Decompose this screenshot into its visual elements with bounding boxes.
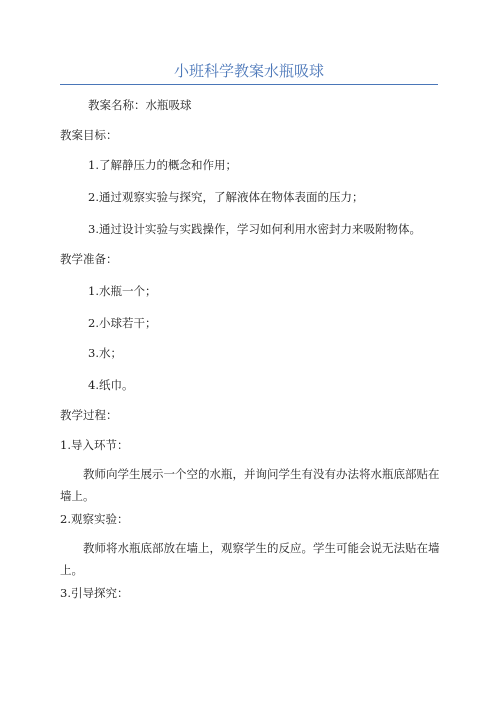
prep-heading: 教学准备： (60, 252, 118, 266)
step-heading: 1.导入环节： (60, 438, 129, 452)
goals-heading: 教案目标： (60, 128, 118, 142)
goal-item: 1.了解静压力的概念和作用； (88, 158, 237, 172)
step-text: 教师将水瓶底部放在墙上，观察学生的反应。学生可能会说无法贴在墙上。 (60, 541, 440, 577)
step-heading: 3.引导探究： (60, 586, 129, 600)
prep-item: 1.水瓶一个； (88, 284, 157, 298)
prep-item: 3.水； (88, 346, 122, 360)
goal-item: 2.通过观察实验与探究，了解液体在物体表面的压力； (88, 190, 364, 204)
step-text: 教师向学生展示一个空的水瓶，并询问学生有没有办法将水瓶底部贴在墙上。 (60, 467, 440, 503)
goal-item: 3.通过设计实验与实践操作，学习如何利用水密封力来吸附物体。 (88, 222, 421, 236)
step-heading: 2.观察实验： (60, 512, 129, 526)
prep-item: 2.小球若干； (88, 316, 157, 330)
process-heading: 教学过程： (60, 408, 118, 422)
lesson-name: 教案名称：水瓶吸球 (88, 98, 192, 112)
title-underline (60, 84, 438, 85)
document-title: 小班科学教案水瓶吸球 (173, 62, 324, 80)
prep-item: 4.纸巾。 (88, 378, 134, 392)
